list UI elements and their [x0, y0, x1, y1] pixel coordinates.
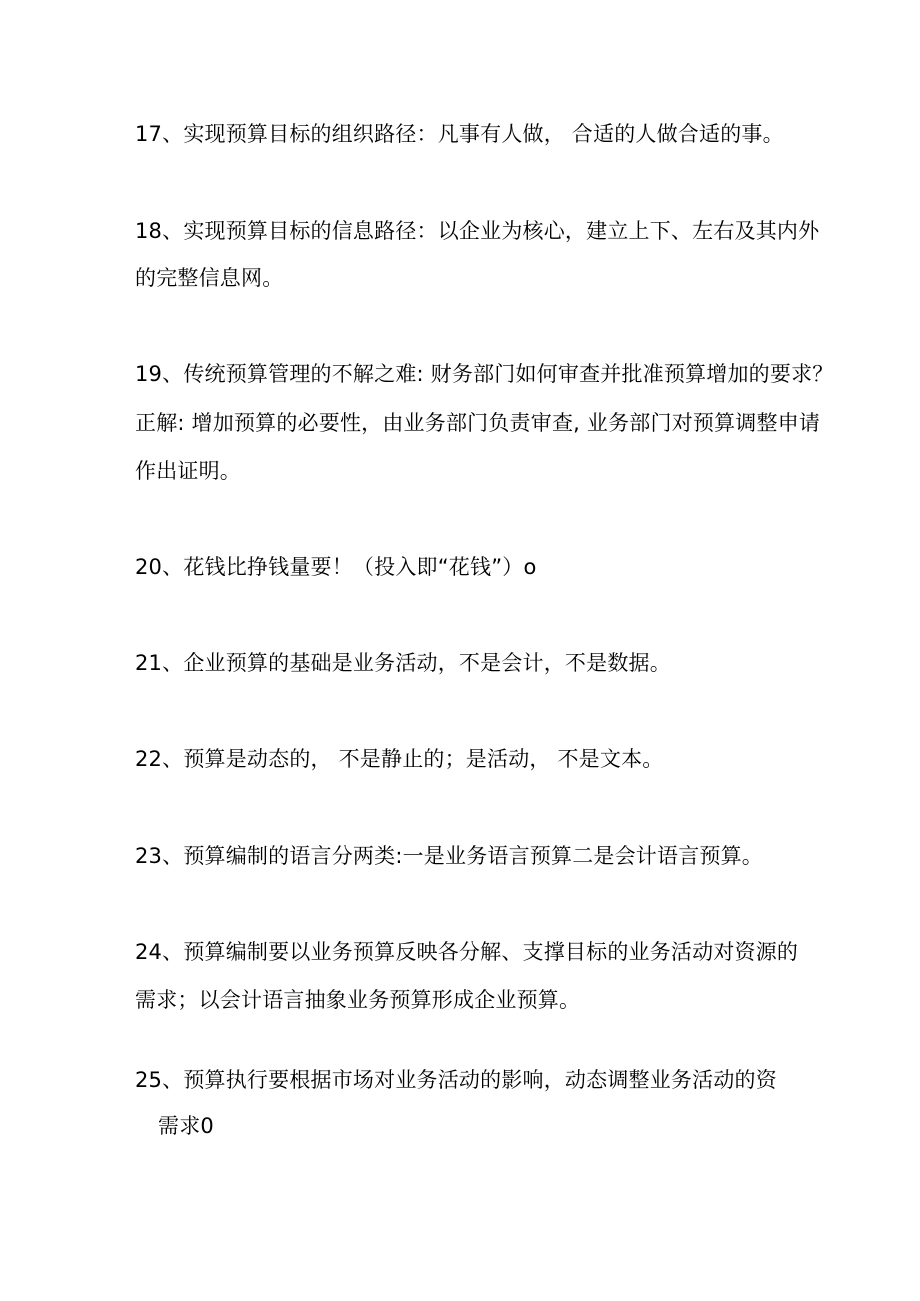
item-23-line-1: 23、预算编制的语言分两类:一是业务语言预算二是会计语言预算。: [135, 844, 763, 868]
item-21-line-1: 21、企业预算的基础是业务活动，不是会计，不是数据。: [135, 651, 671, 675]
item-19-line-2: 正解: 增加预算的必要性，由业务部门负责审查, 业务部门对预算调整申请: [135, 411, 821, 435]
item-18-line-1: 18、实现预算目标的信息路径：以企业为核心，建立上下、左右及其内外: [135, 219, 820, 243]
item-18-line-2: 的完整信息网。: [135, 266, 284, 290]
item-24-line-2: 需求；以会计语言抽象业务预算形成企业预算。: [135, 988, 581, 1012]
item-19-line-1: 19、传统预算管理的不解之难: 财务部门如何审查并批准预算增加的要求？: [135, 362, 834, 386]
item-20-line-1: 20、花钱比挣钱量要！（投入即“花钱”）o: [135, 555, 537, 579]
item-25-line-1: 25、预算执行要根据市场对业务活动的影响，动态调整业务活动的资: [135, 1068, 777, 1092]
item-25-line-2: 需求0: [158, 1114, 214, 1138]
item-24-line-1: 24、预算编制要以业务预算反映各分解、支撑目标的业务活动对资源的: [135, 940, 799, 964]
item-19-line-3: 作出证明。: [135, 459, 241, 483]
item-22-line-1: 22、预算是动态的， 不是静止的；是活动， 不是文本。: [135, 747, 664, 771]
item-17-line-1: 17、实现预算目标的组织路径：凡事有人做， 合适的人做合适的事。: [135, 122, 784, 146]
